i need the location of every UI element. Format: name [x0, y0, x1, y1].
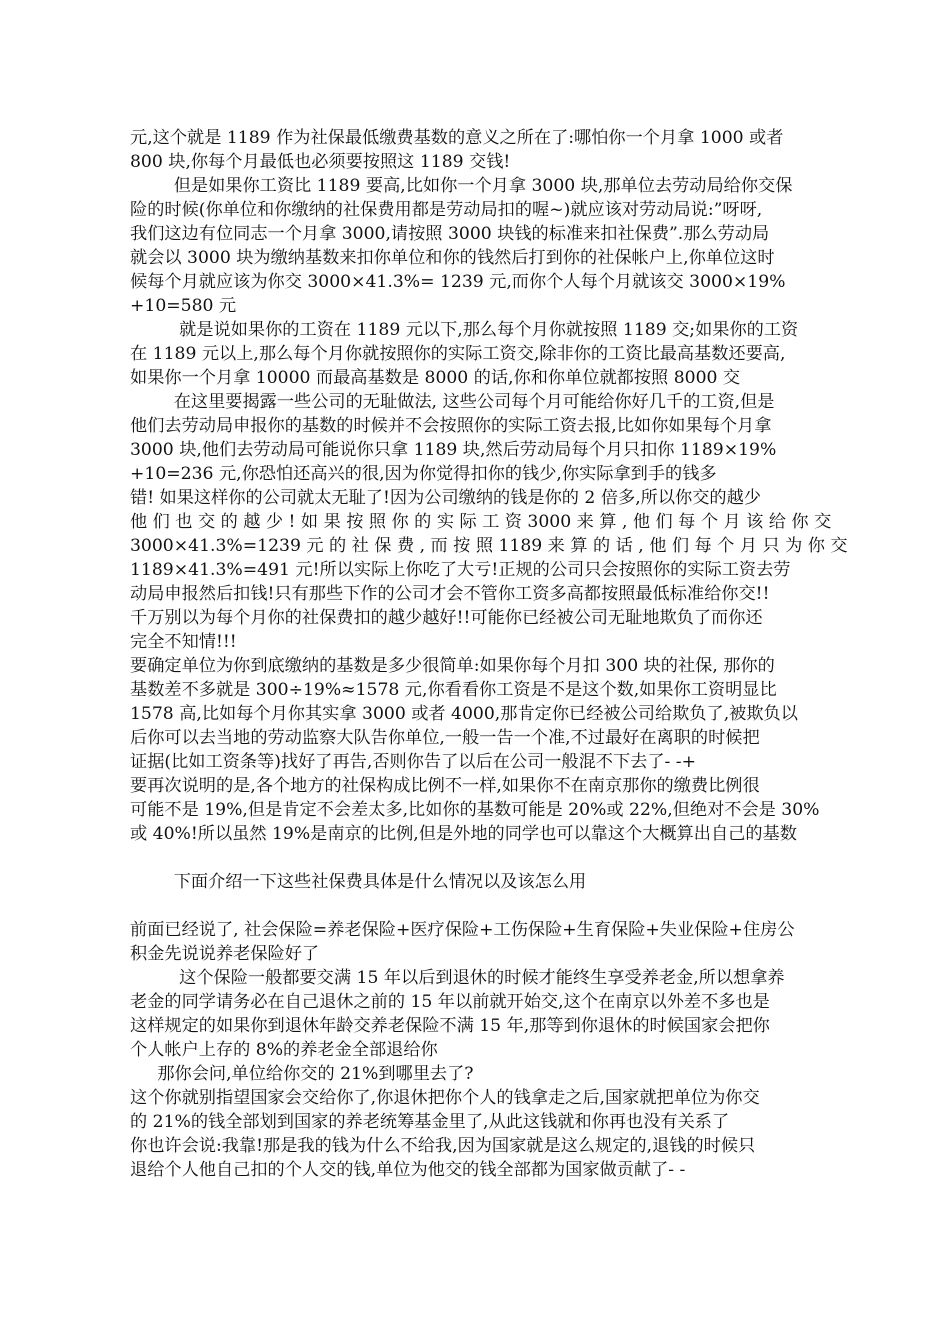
text-line: 要再次说明的是,各个地方的社保构成比例不一样,如果你不在南京那你的缴费比例很 — [130, 776, 760, 796]
text-line: 这样规定的如果你到退休年龄交养老保险不满 15 年,那等到你退休的时候国家会把你 — [130, 1016, 770, 1036]
text-line: 1578 高,比如每个月你其实拿 3000 或者 4000,那肯定你已经被公司给欺负了,被欺负以 — [130, 704, 798, 724]
text-line: 的 21%的钱全部划到国家的养老统筹基金里了,从此这钱就和你再也没有关系了 — [130, 1112, 730, 1132]
text-line: 1189×41.3%=491 元!所以实际上你吃了大亏!正规的公司只会按照你的实际工资去劳 — [130, 560, 791, 580]
text-line: 他们去劳动局申报你的基数的时候并不会按照你的实际工资去报,比如你如果每个月拿 — [130, 416, 772, 436]
text-line: +10=236 元,你恐怕还高兴的很,因为你觉得扣你的钱少,你实际拿到手的钱多 — [130, 464, 717, 484]
text-line: 就是说如果你的工资在 1189 元以下,那么每个月你就按照 1189 交;如果你的工资 — [130, 320, 799, 340]
text-line: +10=580 元 — [130, 296, 237, 316]
text-line: 动局申报然后扣钱!只有那些下作的公司才会不管你工资多高都按照最低标准给你交!! — [130, 584, 770, 604]
text-line: 你也许会说:我靠!那是我的钱为什么不给我,因为国家就是这么规定的,退钱的时候只 — [130, 1136, 756, 1156]
document-body — [130, 126, 855, 1182]
text-line: 在这里要揭露一些公司的无耻做法, 这些公司每个月可能给你好几千的工资,但是 — [130, 392, 775, 412]
text-line: 前面已经说了, 社会保险=养老保险+医疗保险+工伤保险+生育保险+失业保险+住房公 — [130, 920, 795, 940]
text-line: 个人帐户上存的 8%的养老金全部退给你 — [130, 1040, 438, 1060]
text-line: 可能不是 19%,但是肯定不会差太多,比如你的基数可能是 20%或 22%,但绝对不会是 30% — [130, 800, 820, 820]
text-line: 错! 如果这样你的公司就太无耻了!因为公司缴纳的钱是你的 2 倍多,所以你交的越少 — [130, 488, 761, 508]
text-line: 3000×41.3%=1239 元 的 社 保 费 , 而 按 照 1189 来 算 的 话 , 他 们 每 个 月 只 为 你 交 — [130, 536, 848, 556]
text-line: 这个你就别指望国家会交给你了,你退休把你个人的钱拿走之后,国家就把单位为你交 — [130, 1088, 760, 1108]
text-line: 但是如果你工资比 1189 要高,比如你一个月拿 3000 块,那单位去劳动局给你交保 — [130, 176, 793, 196]
text-line: 在 1189 元以上,那么每个月你就按照你的实际工资交,除非你的工资比最高基数还要高, — [130, 344, 786, 364]
text-line: 或 40%!所以虽然 19%是南京的比例,但是外地的同学也可以靠这个大概算出自己的基数 — [130, 824, 797, 844]
paragraph-gap — [130, 846, 855, 870]
text-line: 那你会问,单位给你交的 21%到哪里去了? — [130, 1064, 474, 1084]
text-line: 千万别以为每个月你的社保费扣的越少越好!!可能你已经被公司无耻地欺负了而你还 — [130, 608, 763, 628]
text-line: 险的时候(你单位和你缴纳的社保费用都是劳动局扣的喔~)就应该对劳动局说:”呀呀, — [130, 200, 763, 220]
text-line: 退给个人他自己扣的个人交的钱,单位为他交的钱全部都为国家做贡献了- - — [130, 1160, 686, 1180]
text-line: 基数差不多就是 300÷19%≈1578 元,你看看你工资是不是这个数,如果你工资明显比 — [130, 680, 777, 700]
text-line: 证据(比如工资条等)找好了再告,否则你告了以后在公司一般混不下去了- -+ — [130, 752, 696, 772]
text-line: 老金的同学请务必在自己退休之前的 15 年以前就开始交,这个在南京以外差不多也是 — [130, 992, 770, 1012]
text-line: 3000 块,他们去劳动局可能说你只拿 1189 块,然后劳动局每个月只扣你 1189×19% — [130, 440, 777, 460]
text-line: 800 块,你每个月最低也必须要按照这 1189 交钱! — [130, 152, 511, 172]
text-line: 元,这个就是 1189 作为社保最低缴费基数的意义之所在了:哪怕你一个月拿 1000 或者 — [130, 128, 784, 148]
text-line: 后你可以去当地的劳动监察大队告你单位,一般一告一个准,不过最好在离职的时候把 — [130, 728, 760, 748]
text-line: 就会以 3000 块为缴纳基数来扣你单位和你的钱然后打到你的社保帐户上,你单位这时 — [130, 248, 775, 268]
text-line: 完全不知情!!! — [130, 632, 237, 652]
paragraph-gap — [130, 894, 855, 918]
section-heading: 下面介绍一下这些社保费具体是什么情况以及该怎么用 — [130, 872, 587, 892]
text-line: 候每个月就应该为你交 3000×41.3%= 1239 元,而你个人每个月就该交 3000×19% — [130, 272, 786, 292]
text-line: 积金先说说养老保险好了 — [130, 944, 320, 964]
text-line: 如果你一个月拿 10000 而最高基数是 8000 的话,你和你单位就都按照 8000 交 — [130, 368, 741, 388]
text-line: 他 们 也 交 的 越 少 ! 如 果 按 照 你 的 实 际 工 资 3000 来 算 , 他 们 每 个 月 该 给 你 交 — [130, 512, 832, 532]
text-line: 我们这边有位同志一个月拿 3000,请按照 3000 块钱的标准来扣社保费”.那么劳动局 — [130, 224, 770, 244]
text-line: 这个保险一般都要交满 15 年以后到退休的时候才能终生享受养老金,所以想拿养 — [130, 968, 785, 988]
text-line: 要确定单位为你到底缴纳的基数是多少很简单:如果你每个月扣 300 块的社保, 那你的 — [130, 656, 775, 676]
